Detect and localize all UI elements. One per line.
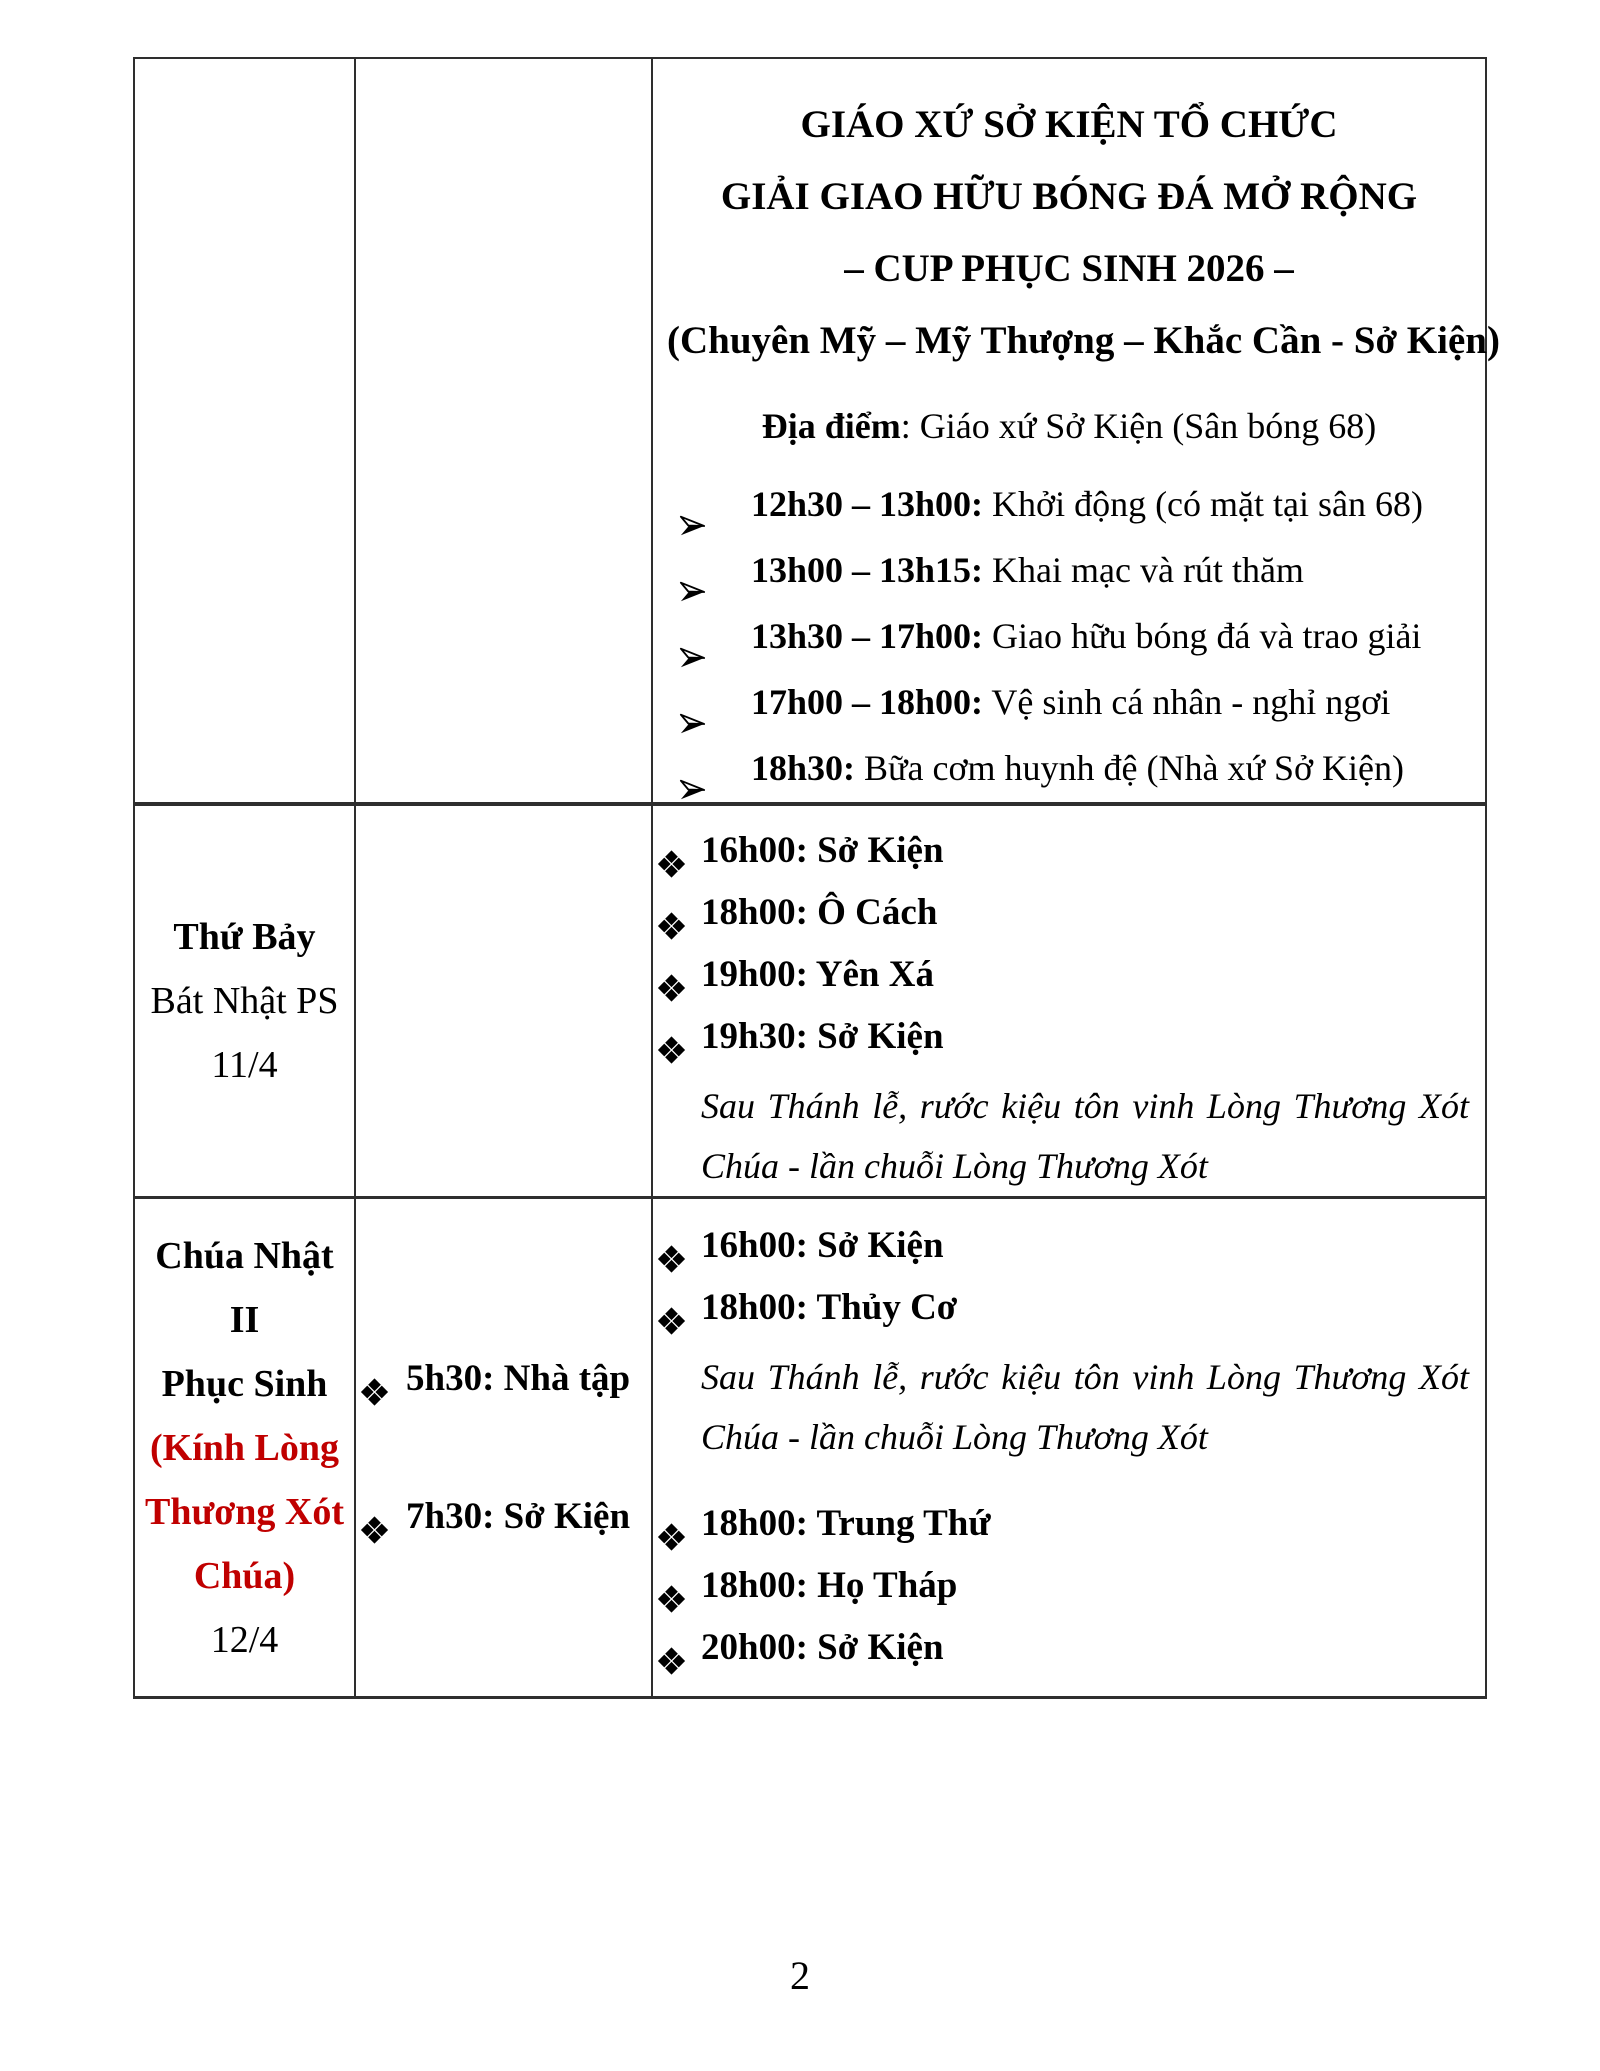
mass-item xyxy=(667,820,1471,882)
day-feast: Thương Xót xyxy=(144,1490,345,1533)
diamond-bullet-icon xyxy=(360,1364,389,1393)
table-row-event xyxy=(134,58,1486,804)
agenda-time: 13h30 – 17h00: xyxy=(751,616,984,656)
diamond-bullet-icon xyxy=(360,1502,389,1531)
day-name: Chúa Nhật xyxy=(155,1234,334,1277)
agenda-time: 12h30 – 13h00: xyxy=(751,484,984,524)
procession-note: Sau Thánh lễ, rước kiệu tôn vinh Lòng Thương Xót Chúa - lần chuỗi Lòng Thương Xót xyxy=(701,1086,1469,1186)
procession-note: Sau Thánh lễ, rước kiệu tôn vinh Lòng Thương Xót Chúa - lần chuỗi Lòng Thương Xót xyxy=(701,1357,1469,1457)
agenda-time: 13h00 – 13h15: xyxy=(751,550,984,590)
agenda-item xyxy=(667,669,1471,735)
mass-text: 7h30: Sở Kiện xyxy=(406,1495,631,1537)
day-feast: (Kính Lòng xyxy=(149,1426,340,1469)
morning-cell xyxy=(355,1198,652,1698)
mass-item xyxy=(667,944,1471,1006)
page-number: 2 xyxy=(790,1953,810,1998)
day-date: 12/4 xyxy=(210,1618,279,1661)
diamond-bullet-icon xyxy=(657,1232,686,1261)
mass-item xyxy=(667,1215,1471,1277)
event-cell xyxy=(652,58,1500,804)
diamond-bullet-icon xyxy=(657,899,686,928)
arrow-bullet-icon xyxy=(679,625,706,648)
agenda-desc: Giao hữu bóng đá và trao giải xyxy=(983,616,1422,656)
arrow-bullet-icon xyxy=(679,559,706,582)
diamond-bullet-icon xyxy=(657,1572,686,1601)
mass-text: 19h30: Sở Kiện xyxy=(701,1016,944,1057)
arrow-bullet-icon xyxy=(679,757,706,780)
agenda-list xyxy=(667,471,1471,801)
mass-text: 20h00: Sở Kiện xyxy=(701,1627,944,1668)
schedule-table xyxy=(133,57,1500,1699)
mass-item xyxy=(667,1493,1471,1555)
mass-item xyxy=(667,882,1471,944)
mass-text: 18h00: Trung Thứ xyxy=(701,1503,991,1544)
mass-item xyxy=(370,1486,647,1548)
table-row-sunday xyxy=(134,1198,1486,1698)
agenda-time: 17h00 – 18h00: xyxy=(751,682,984,722)
masses-cell xyxy=(652,804,1486,1198)
agenda-desc: Vệ sinh cá nhân - nghỉ ngơi xyxy=(983,682,1391,722)
agenda-desc: Bữa cơm huynh đệ (Nhà xứ Sở Kiện) xyxy=(855,748,1405,788)
day-cell xyxy=(134,1198,355,1698)
mass-item xyxy=(667,1555,1471,1617)
mass-item xyxy=(667,1617,1471,1679)
agenda-desc: Khởi động (có mặt tại sân 68) xyxy=(983,484,1423,524)
location-value: : Giáo xứ Sở Kiện (Sân bóng 68) xyxy=(900,406,1377,446)
day-cell xyxy=(134,804,355,1198)
day-name: Thứ Bảy xyxy=(173,916,316,958)
day-feast: Chúa) xyxy=(193,1554,296,1597)
agenda-item xyxy=(667,735,1471,801)
agenda-time: 18h30: xyxy=(751,748,856,788)
agenda-desc: Khai mạc và rút thăm xyxy=(983,550,1304,590)
mass-item xyxy=(667,1006,1471,1068)
arrow-bullet-icon xyxy=(679,493,706,516)
event-title-line: – CUP PHỤC SINH 2026 – xyxy=(844,247,1294,290)
mass-text: 18h00: Ô Cách xyxy=(701,892,938,933)
agenda-item xyxy=(667,603,1471,669)
arrow-bullet-icon xyxy=(679,691,706,714)
event-location xyxy=(667,393,1471,459)
morning-cell-empty xyxy=(355,58,652,804)
diamond-bullet-icon xyxy=(657,961,686,990)
masses-cell xyxy=(652,1198,1486,1698)
agenda-item xyxy=(667,537,1471,603)
mass-text: 18h00: Thủy Cơ xyxy=(701,1287,958,1328)
day-date: 11/4 xyxy=(211,1044,278,1086)
day-name: Phục Sinh xyxy=(161,1362,328,1405)
mass-text: 16h00: Sở Kiện xyxy=(701,830,944,871)
mass-text: 19h00: Yên Xá xyxy=(701,954,934,995)
location-label: Địa điểm xyxy=(761,406,901,446)
mass-text: 18h00: Họ Tháp xyxy=(701,1565,958,1606)
diamond-bullet-icon xyxy=(657,1294,686,1323)
event-title-line: GIẢI GIAO HỮU BÓNG ĐÁ MỞ RỘNG xyxy=(720,175,1418,218)
diamond-bullet-icon xyxy=(657,837,686,866)
agenda-item xyxy=(667,471,1471,537)
mass-text: 16h00: Sở Kiện xyxy=(701,1225,944,1266)
event-title-line: (Chuyên Mỹ – Mỹ Thượng – Khắc Cần - Sở Kiện) xyxy=(667,319,1500,362)
mass-item xyxy=(370,1348,647,1410)
day-subtitle: Bát Nhật PS xyxy=(150,980,339,1022)
table-row-saturday xyxy=(134,804,1486,1198)
mass-item xyxy=(667,1277,1471,1339)
diamond-bullet-icon xyxy=(657,1634,686,1663)
diamond-bullet-icon xyxy=(657,1023,686,1052)
day-name: II xyxy=(229,1298,260,1341)
diamond-bullet-icon xyxy=(657,1510,686,1539)
day-cell-empty xyxy=(134,58,355,804)
morning-cell-empty xyxy=(355,804,652,1198)
mass-text: 5h30: Nhà tập xyxy=(406,1357,631,1399)
event-title-line: GIÁO XỨ SỞ KIỆN TỔ CHỨC xyxy=(800,103,1338,146)
